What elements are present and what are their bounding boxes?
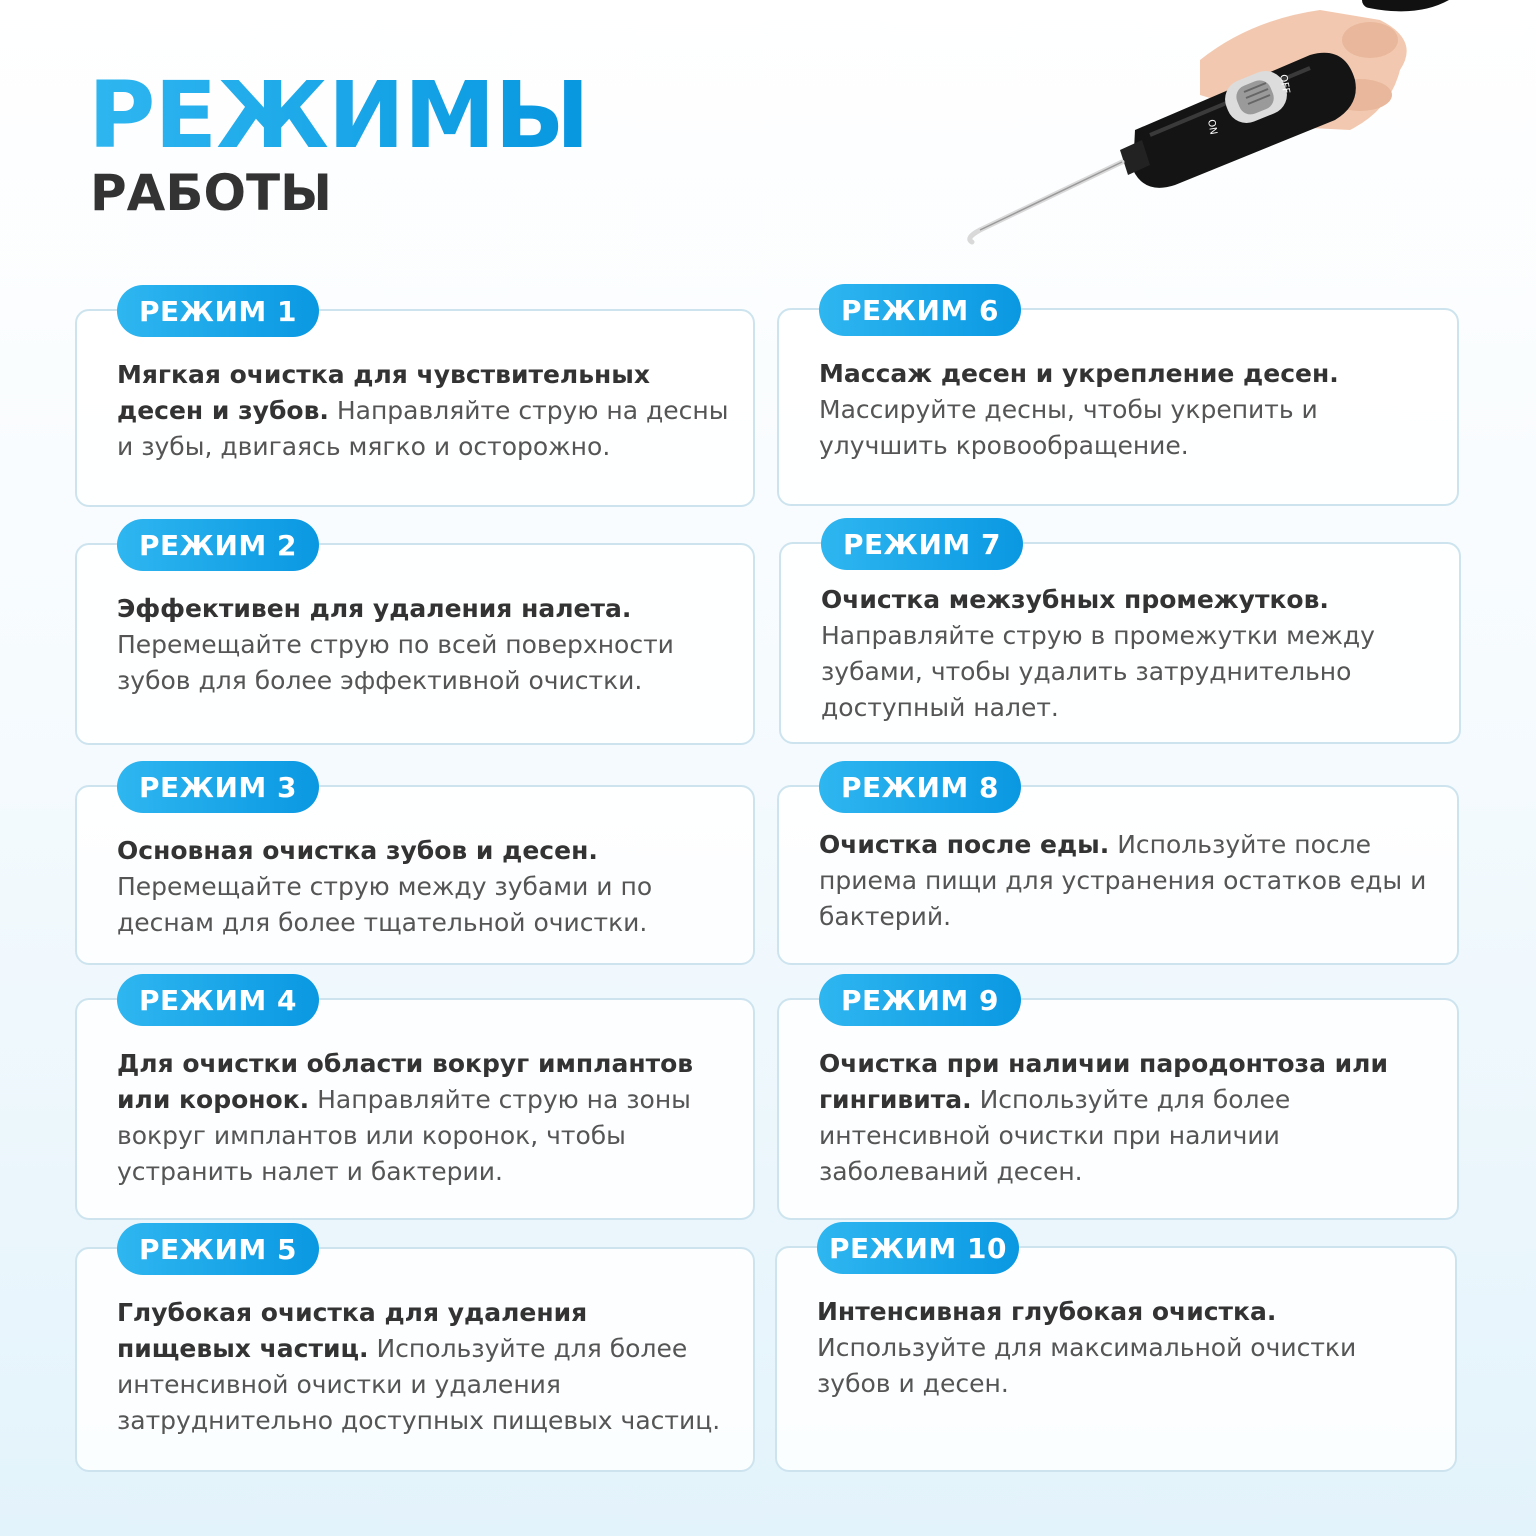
mode-description: Интенсивная глубокая очистка. Используйте для максимальной очистки зубов и десен. [817, 1297, 1357, 1398]
on-label: ON [1205, 118, 1219, 136]
mode-card-8 [777, 770, 1459, 965]
mode-card-2 [75, 528, 755, 745]
mode-description: Эффективен для удаления налета. Перемещайте струю по всей поверхности зубов для более эффективной очистки. [117, 594, 674, 695]
mode-card-3 [75, 770, 755, 965]
mode-description: Для очистки области вокруг имплантов или коронок. Направляйте струю на зоны вокруг имплантов или коронок, чтобы устранить налет и бактерии. [117, 1049, 694, 1186]
mode-description: Очистка при наличии пародонтоза или гингивита. Используйте для более интенсивной очистки при наличии заболеваний десен. [819, 1049, 1389, 1186]
mode-label: РЕЖИМ 6 [819, 284, 1021, 336]
off-label: OFF [1277, 73, 1292, 95]
mode-label: РЕЖИМ 1 [117, 285, 319, 337]
mode-card-7 [779, 527, 1461, 744]
mode-label: РЕЖИМ 4 [117, 974, 319, 1026]
mode-description: Мягкая очистка для чувствительных десен и зубов. Направляйте струю на десны и зубы, двигаясь мягко и осторожно. [117, 360, 729, 461]
mode-card-9 [777, 983, 1459, 1220]
mode-card-4 [75, 983, 755, 1220]
page-title: РЕЖИМЫ [88, 62, 589, 169]
mode-description: Очистка после еды. Используйте после приема пищи для устранения остатков еды и бактерий. [819, 830, 1427, 931]
mode-label: РЕЖИМ 3 [117, 761, 319, 813]
mode-card-10 [775, 1231, 1457, 1472]
mode-description: Глубокая очистка для удаления пищевых частиц. Используйте для более интенсивной очистки и удаления затруднительно доступных пищевых частиц. [117, 1298, 721, 1435]
water-flosser-image [950, 0, 1536, 260]
mode-description: Основная очистка зубов и десен. Перемещайте струю между зубами и по деснам для более тщательной очистки. [117, 836, 653, 937]
page-subtitle: РАБОТЫ [90, 164, 332, 222]
mode-card-5 [75, 1232, 755, 1472]
mode-description: Очистка межзубных промежутков. Направляйте струю в промежутки между зубами, чтобы удалить затруднительно доступный налет. [821, 585, 1375, 722]
mode-card-6 [777, 293, 1459, 506]
mode-label: РЕЖИМ 10 [817, 1222, 1019, 1274]
mode-label: РЕЖИМ 7 [821, 518, 1023, 570]
mode-label: РЕЖИМ 2 [117, 519, 319, 571]
mode-label: РЕЖИМ 5 [117, 1223, 319, 1275]
mode-card-1 [75, 294, 755, 507]
mode-label: РЕЖИМ 8 [819, 761, 1021, 813]
mode-description: Массаж десен и укрепление десен. Массируйте десны, чтобы укрепить и улучшить кровообращение. [819, 359, 1339, 460]
mode-label: РЕЖИМ 9 [819, 974, 1021, 1026]
